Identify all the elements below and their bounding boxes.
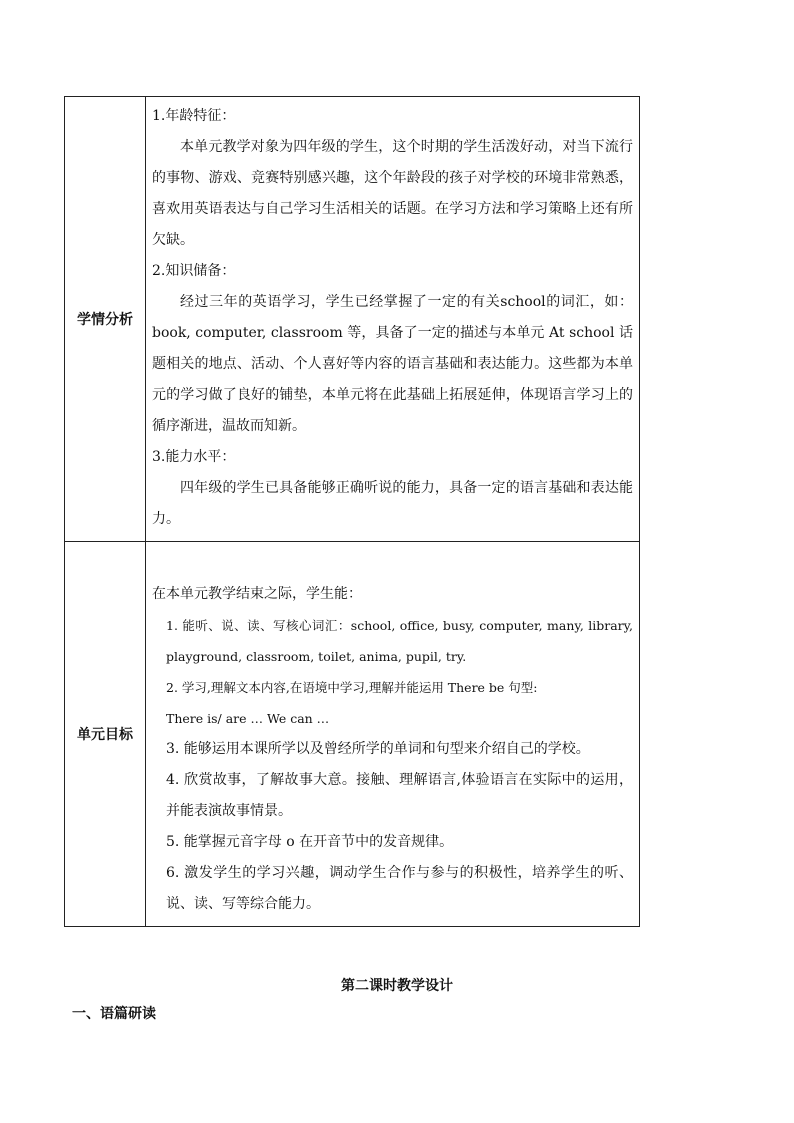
unit-goals-label-cell [65,542,146,927]
lesson-title: 第二课时教学设计 [341,978,453,994]
student-analysis-row [65,97,640,542]
student-analysis-label-cell [65,97,146,542]
goal-4: 4. 欣赏故事，了解故事大意。接触、理解语言,体验语言在实际中的运用，并能表演故事情景。 [166,772,633,819]
age-text: 本单元教学对象为四年级的学生，这个时期的学生活泼好动，对当下流行的事物、游戏、竞赛特别感兴趣，这个年龄段的孩子对学校的环境非常熟悉，喜欢用英语表达与自己学习生活相关的话题。在学习方法和学习策略上还有所欠缺。 [152,139,633,248]
knowledge-text: 经过三年的英语学习，学生已经掌握了一定的有关school的词汇，如：book, computer, classroom 等，具备了一定的描述与本单元 At school 话题相关的地点、活动、个人喜好等内容的语言基础和表达能力。这些都为本单元的学习做了良好的铺垫，本单元将在此基础上拓展延伸，体现语言学习上的循序渐进，温故而知新。 [152,294,633,434]
student-analysis-content [146,97,640,542]
ability-heading: 3.能力水平： [152,449,236,465]
goal-2-line1: 2. 学习,理解文本内容,在语境中学习,理解并能运用 There be 句型: [166,680,538,695]
knowledge-heading: 2.知识储备： [152,263,236,279]
student-analysis-label: 学情分析 [77,312,133,328]
goal-2-line2: There is/ are … We can … [166,711,330,726]
goals-intro: 在本单元教学结束之际，学生能： [152,586,362,602]
ability-text: 四年级的学生已具备能够正确听说的能力，具备一定的语言基础和表达能力。 [152,480,633,527]
goal-5: 5. 能掌握元音字母 o 在开音节中的发音规律。 [166,834,454,850]
age-heading: 1.年龄特征： [152,108,236,124]
goal-3: 3. 能够运用本课所学以及曾经所学的单词和句型来介绍自己的学校。 [166,741,590,757]
unit-goals-label: 单元目标 [77,727,133,743]
section-title: 一、语篇研读 [72,1006,156,1022]
lesson-plan-table [64,96,640,927]
goal-1: 1. 能听、说、读、写核心词汇：school, office, busy, computer, many, library, playground, classroom, toilet, anima, pupil, try. [166,618,633,664]
unit-goals-content [146,542,640,927]
goal-6: 6. 激发学生的学习兴趣，调动学生合作与参与的积极性，培养学生的听、说、读、写等综合能力。 [166,865,633,912]
unit-goals-row [65,542,640,927]
